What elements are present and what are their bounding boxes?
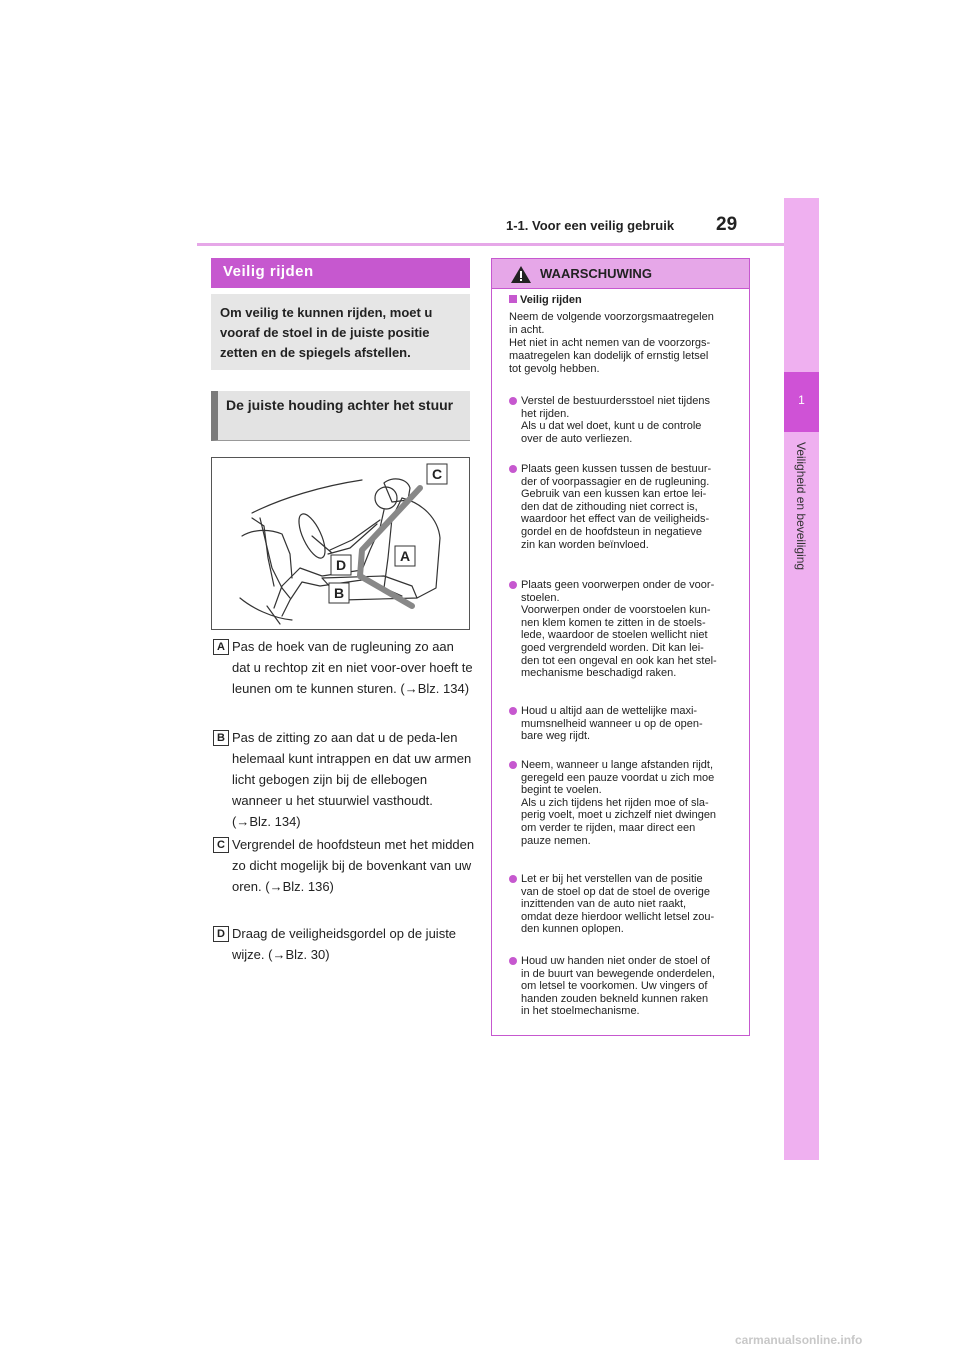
warning-bullet bbox=[509, 579, 745, 680]
label-c: C bbox=[431, 466, 443, 482]
label-d: D bbox=[335, 557, 347, 573]
bullet-dot-icon bbox=[509, 581, 517, 589]
label-a: A bbox=[399, 548, 411, 564]
posture-item-d bbox=[213, 923, 475, 965]
chapter-title-vertical bbox=[790, 442, 814, 662]
section-title: 1-1. Voor een veilig gebruik bbox=[506, 218, 675, 233]
warning-subtitle-text: Veilig rijden bbox=[520, 294, 582, 306]
driving-posture-illustration bbox=[211, 457, 470, 630]
header-rule bbox=[197, 243, 784, 246]
warning-bullet bbox=[509, 955, 745, 1018]
posture-item-c bbox=[213, 834, 475, 897]
chapter-title: Veiligheid en beveiliging bbox=[794, 442, 808, 571]
warning-header bbox=[492, 259, 749, 289]
warning-bullet-text: Verstel de bestuurdersstoel niet tijdens het rijden. Als u dat wel doet, kunt u de controle over de auto verliezen. bbox=[521, 395, 710, 445]
item-text: Pas de zitting zo aan dat u de peda-len helemaal kunt intrappen en dat uw armen licht gebogen zijn bij de ellebogen wanneer u het stuurwiel vasthoudt. (→Blz. 134) bbox=[232, 730, 472, 829]
chapter-sidebar bbox=[784, 198, 819, 1160]
warning-box bbox=[491, 258, 750, 1036]
warning-bullet bbox=[509, 463, 745, 551]
page-number: 29 bbox=[716, 214, 738, 235]
posture-item-b bbox=[213, 727, 475, 832]
warning-bullet bbox=[509, 873, 745, 936]
intro-text: Om veilig te kunnen rijden, moet u vooraf de stoel in de juiste positie zetten en de spiegels afstellen. bbox=[211, 294, 470, 370]
bullet-dot-icon bbox=[509, 761, 517, 769]
square-bullet-icon bbox=[509, 295, 517, 303]
posture-item-a bbox=[213, 636, 475, 699]
bullet-dot-icon bbox=[509, 957, 517, 965]
bullet-dot-icon bbox=[509, 397, 517, 405]
seated-driver-drawing bbox=[212, 458, 469, 629]
item-tag-b: B bbox=[213, 730, 229, 746]
bullet-dot-icon bbox=[509, 875, 517, 883]
warning-bullet-text: Let er bij het verstellen van de positie van de stoel op dat de stoel de overige inzittenden van de auto niet raakt, omdat deze hierdoor wellicht letsel zou- den kunnen oplopen. bbox=[521, 873, 715, 936]
warning-bullet-text: Plaats geen voorwerpen onder de voor- stoelen. Voorwerpen onder de voorstoelen kun- nen klem komen te zitten in de stoels- lede, waardoor de stoelen wellicht niet goed vergrendeld worden. Dit kan lei- den tot een ongeval en ook kan het stel- mechanisme beschadigd raken. bbox=[521, 579, 717, 680]
warning-bullet-text: Houd u altijd aan de wettelijke maxi- mumsnelheid wanneer u op de open- bare weg rijdt. bbox=[521, 705, 703, 743]
warning-bullet bbox=[509, 395, 745, 445]
item-text: Draag de veiligheidsgordel op de juiste wijze. (→Blz. 30) bbox=[232, 926, 457, 962]
warning-bullet-text: Neem, wanneer u lange afstanden rijdt, geregeld een pauze voordat u zich moe begint te voelen. Als u zich tijdens het rijden moe of sla- perig voelt, moet u zichzelf niet dwingen om verder te rijden, maar direct een pauze nemen. bbox=[521, 759, 717, 847]
item-tag-d: D bbox=[213, 926, 229, 942]
warning-bullet-text: Houd uw handen niet onder de stoel of in de buurt van bewegende onderdelen, om letsel te voorkomen. Uw vingers of handen zouden bekneld kunnen raken in het stoelmechanisme. bbox=[521, 955, 715, 1018]
label-b: B bbox=[333, 585, 345, 601]
warning-subtitle bbox=[509, 294, 582, 306]
watermark: carmanualsonline.info bbox=[735, 1333, 863, 1347]
section-heading: De juiste houding achter het stuur bbox=[211, 391, 470, 441]
bullet-dot-icon bbox=[509, 465, 517, 473]
item-text: Pas de hoek van de rugleuning zo aan dat u rechtop zit en niet voor-over hoeft te leunen om te kunnen sturen. (→Blz. 134) bbox=[232, 639, 473, 696]
warning-title: WAARSCHUWING bbox=[540, 266, 652, 281]
item-tag-c: C bbox=[213, 837, 229, 853]
warning-bullet bbox=[509, 759, 745, 847]
bullet-dot-icon bbox=[509, 707, 517, 715]
item-tag-a: A bbox=[213, 639, 229, 655]
warning-intro: Neem de volgende voorzorgsmaatregelen in acht. Het niet in acht nemen van de voorzorgs- maatregelen kan dodelijk of ernstig letsel tot gevolg hebben. bbox=[509, 311, 714, 375]
warning-bullet-text: Plaats geen kussen tussen de bestuur- der of voorpassagier en de rugleuning. Gebruik van een kussen kan ertoe lei- den dat de zithouding niet correct is, waardoor het effect van de veiligheids- gordel en de hoofdsteun in negatieve zin kan worden beïnvloed. bbox=[521, 463, 712, 551]
chapter-number-tab[interactable]: 1 bbox=[784, 372, 819, 432]
warning-bullet bbox=[509, 705, 745, 743]
section-banner: Veilig rijden bbox=[211, 258, 470, 288]
item-text: Vergrendel de hoofdsteun met het midden zo dicht mogelijk bij de bovenkant van uw oren. (→Blz. 136) bbox=[232, 837, 475, 894]
warning-triangle-icon bbox=[510, 265, 532, 284]
